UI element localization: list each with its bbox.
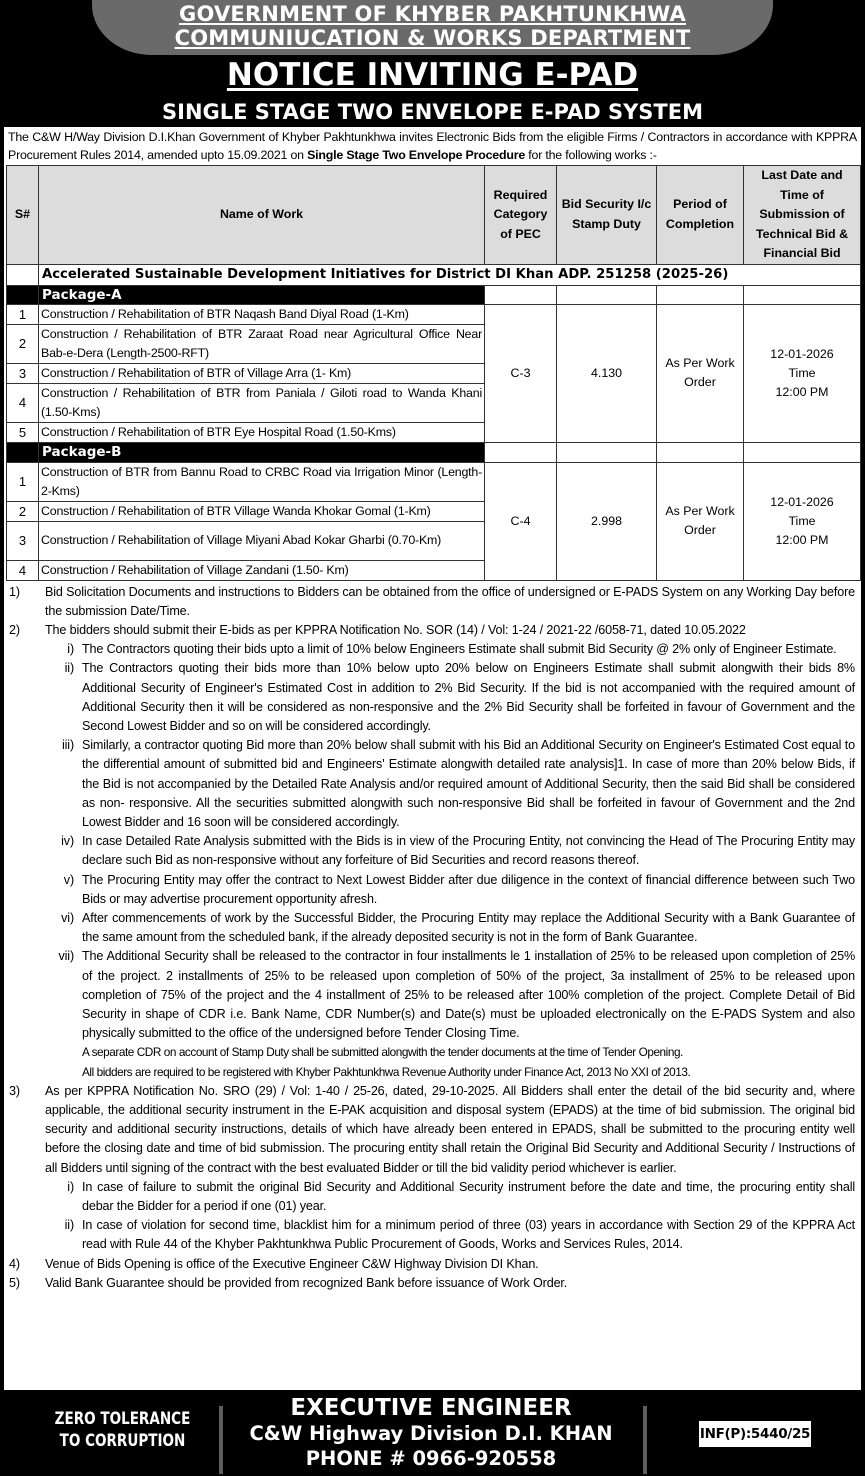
notice-subtitle: SINGLE STAGE TWO ENVELOPE E-PAD SYSTEM	[162, 100, 703, 124]
empty-cell	[744, 285, 861, 304]
intro-text-after: for the following works :-	[525, 148, 657, 162]
notice-header	[0, 0, 865, 127]
sub-number: ii)	[64, 1218, 74, 1233]
term-number: 1)	[9, 584, 20, 599]
slogan-line-1: ZERO TOLERANCE	[54, 1409, 191, 1428]
sub-text: In case Detailed Rate Analysis submitted with the Bids is in view of the Procuring Entity, not convincing the Head of The Procuring Entity may declare such Bid as non-responsive without any forfeiture of Bid Securities and record reasons thereof.	[82, 834, 855, 868]
scheme-sn	[7, 264, 39, 285]
sub-text: The Contractors quoting their bids upto a limit of 10% below Engineers Estimate shall submit Bid Security @ 2% only of Engineer Estimate.	[82, 642, 837, 657]
work-name: Construction of BTR from Bannu Road to CRBC Road via Irrigation Minor (Length-2-Kms)	[39, 462, 485, 501]
sub-number: vii)	[58, 949, 74, 964]
work-name: Construction / Rehabilitation of Village Miyani Abad Kokar Gharbi (0.70-Km)	[39, 521, 485, 560]
sub-text: After commencements of work by the Successful Bidder, the Procuring Entity may replace the Additional Security with a Bank Guarantee of the same amount from the scheduled bank, if the already deposited security is not in the form of Bank Guarantee.	[82, 910, 855, 945]
term-2-sub-ii	[45, 659, 857, 736]
intro-procedure: Single Stage Two Envelope Procedure	[307, 148, 526, 162]
work-name: Construction / Rehabilitation of BTR of Village Arra (1- Km)	[39, 363, 485, 383]
term-1	[8, 583, 857, 621]
empty-cell	[657, 285, 744, 304]
package-a-deadline	[744, 304, 861, 442]
empty-cell	[485, 442, 557, 462]
term-number: 3)	[9, 1083, 20, 1098]
designation: EXECUTIVE ENGINEER	[290, 1395, 572, 1421]
notice-title: NOTICE INVITING E-PAD	[226, 57, 639, 93]
work-name: Construction / Rehabilitation of BTR Eye Hospital Road (1.50-Kms)	[39, 422, 485, 442]
reference-number: INF(P):5440/25	[699, 1421, 811, 1447]
department-name: COMMUNIUCATION & WORKS DEPARTMENT	[174, 26, 691, 50]
package-b-time-label: Time	[788, 513, 816, 528]
work-sn: 5	[7, 422, 39, 442]
intro-text-before: The C&W H/Way Division D.I.Khan Government of Khyber Pakhtunkhwa invites Electronic Bids from the eligible Firms / Contractors in accordance with KPPRA Procurement Rules 2014, amended upto 15.09.2021 on	[8, 130, 857, 162]
term-2-sub-iii	[45, 736, 857, 832]
sub-number: i)	[67, 1179, 74, 1194]
phone-number: PHONE # 0966-920558	[305, 1447, 557, 1470]
term-2-sub-iv	[45, 832, 857, 870]
sub-number: iv)	[61, 834, 74, 849]
term-number: 2)	[9, 622, 20, 637]
stamp-duty-note: A separate CDR on account of Stamp Duty shall be submitted alongwith the tender documents at the time of Tender Opening.	[82, 1045, 683, 1060]
term-2-sub-v	[45, 871, 857, 909]
work-sn: 1	[7, 304, 39, 324]
work-sn: 1	[7, 462, 39, 501]
sub-text: The Additional Security shall be released to the contractor in four installments le 1 installation of 25% to be released upon completion of 25% of the project. 2 installments of 25% to be released upon completion of 50% of the project, 3a installment of 25% to be released upon completion of 75% of the project and the 4 installment of 25% to be released after 100% completion of the project. Complete Detail of Bid Security in shape of CDR i.e. Bank Name, CDR Number(s) and Date(s) must be uploaded electronically on the E-PADS System and also physically submitted to the office of the undersigned before Tender Closing Time.	[82, 949, 855, 1041]
header-name: Name of Work	[39, 166, 485, 265]
work-name: Construction / Rehabilitation of BTR Naqash Band Diyal Road (1-Km)	[39, 304, 485, 324]
registration-note: All bidders are required to be registered with Khyber Pakhtunkhwa Revenue Authority under Finance Act, 2013 No XXI of 2013.	[82, 1064, 691, 1079]
office-name: C&W Highway Division D.I. KHAN	[249, 1422, 613, 1445]
work-sn: 3	[7, 363, 39, 383]
package-a-row	[7, 285, 861, 304]
term-text: As per KPPRA Notification No. SRO (29) / Vol: 1-40 / 25-26, dated, 29-10-2025. All Bidders shall enter the detail of the bid security and, where applicable, the additional security instrument in the E-PAK acquisition and disposal system (EPADS) at the time of bid submission. The original bid security and additional security instructions, details of which have already been entered in EPADS, shall be submitted to the procuring entity well before the closing date and time of bid submission. The procuring entity shall retain the Original Bid Security and Additional Security / Instructions of all Bidders until signing of the contract with the best evaluated Bidder or till the bid validity period whichever is earlier.	[45, 1083, 855, 1175]
sub-text: Similarly, a contractor quoting Bid more than 20% below shall submit with his Bid an Additional Security on Engineer's Estimated Cost equal to the differential amount of submitted bid and Engineers' Estimate alongwith detailed rate analysis]1. In case of more than 20% below Bids, if the Bid is not accompanied by the Detailed Rate Analysis and/or required amount of Additional Security, then the said Bid shall be considered as non- responsive. All the securities submitted alongwith such non-responsive Bid shall be forfeited in favour of Government and the 2nd Lowest Bidder and 16 soon will be considered accordingly.	[82, 738, 855, 829]
empty-cell	[657, 442, 744, 462]
work-sn: 2	[7, 324, 39, 363]
notice-footer	[0, 1390, 865, 1476]
package-b-bid-security: 2.998	[557, 462, 657, 580]
empty-cell	[557, 285, 657, 304]
term-text: Valid Bank Guarantee should be provided from recognized Bank before issuance of Work Order.	[45, 1275, 568, 1290]
header-sn: S#	[7, 166, 39, 265]
package-b-row	[7, 442, 861, 462]
table-header-row	[7, 166, 861, 265]
package-a-title: Package-A	[39, 285, 485, 304]
term-text: Bid Solicitation Documents and instructions to Bidders can be obtained from the office of undersigned or E-PADS System on any Working Day before the submission Date/Time.	[45, 584, 855, 618]
sub-number: vi)	[61, 910, 74, 925]
anti-corruption-slogan	[47, 1408, 199, 1452]
package-a-bid-security: 4.130	[557, 304, 657, 442]
package-a-period: As Per Work Order	[657, 304, 744, 442]
scheme-title: Accelerated Sustainable Development Initiatives for District DI Khan ADP. 251258 (2025-26)	[39, 264, 861, 285]
table-row	[7, 304, 861, 324]
header-period: Period of Completion	[657, 166, 744, 265]
sub-number: v)	[63, 872, 74, 887]
package-b-time: 12:00 PM	[775, 532, 829, 547]
sub-text: In case of failure to submit the original Bid Security and Additional Security instrument before the date and time, the procuring entity shall debar the Bidder for a period if one (01) year.	[82, 1179, 855, 1213]
term-text: The bidders should submit their E-bids as per KPPRA Notification No. SOR (14) / Vol: 1-24 / 2021-22 /6058-71, dated 10.05.2022	[45, 622, 746, 637]
package-a-category: C-3	[485, 304, 557, 442]
sub-text: The Contractors quoting their bids more than 10% below upto 20% below on Engineers Estimate shall submit alongwith their bids 8% Additional Security of Engineer's Estimated Cost in addition to 2% Bid Security. If the bid is not accompanied with the required amount of Additional Security then it will be considered as non-responsive and the 2% Bid Security shall be forfeited in favour of Government and the Second Lowest Bidder and so on will be considered accordingly.	[82, 661, 855, 733]
term-2-sub-i	[45, 640, 857, 659]
package-a-time-label: Time	[788, 365, 816, 380]
work-name: Construction / Rehabilitation of BTR Zaraat Road near Agricultural Office Near Bab-e-Dera (Length-2500-RFT)	[39, 324, 485, 363]
empty-cell	[485, 285, 557, 304]
government-name: GOVERNMENT OF KHYBER PAKHTUNKHWA	[179, 2, 686, 26]
package-b-category: C-4	[485, 462, 557, 580]
department-banner	[92, 0, 773, 55]
sub-number: ii)	[64, 661, 74, 676]
scheme-row	[7, 264, 861, 285]
term-2-sub-vii	[45, 947, 857, 1043]
package-b-date: 12-01-2026	[770, 494, 834, 509]
intro-paragraph	[8, 127, 857, 164]
work-sn: 4	[7, 383, 39, 422]
work-sn: 4	[7, 560, 39, 580]
package-a-date: 12-01-2026	[770, 346, 834, 361]
work-name: Construction / Rehabilitation of Village Zandani (1.50- Km)	[39, 560, 485, 580]
package-a-time: 12:00 PM	[775, 384, 829, 399]
term-2	[8, 621, 857, 640]
works-table	[6, 165, 861, 581]
work-sn: 3	[7, 521, 39, 560]
table-row	[7, 462, 861, 501]
empty-cell	[744, 442, 861, 462]
term-3	[8, 1082, 857, 1178]
work-name: Construction / Rehabilitation of BTR Village Wanda Khokar Gomal (1-Km)	[39, 501, 485, 521]
sub-number: i)	[67, 642, 74, 657]
term-number: 5)	[9, 1275, 20, 1290]
term-4	[8, 1255, 857, 1274]
sub-number: iii)	[62, 738, 74, 753]
package-b-sn	[7, 442, 39, 462]
header-bid-security: Bid Security I/c Stamp Duty	[557, 166, 657, 265]
term-text: Venue of Bids Opening is office of the Executive Engineer C&W Highway Division DI Khan.	[45, 1256, 539, 1271]
header-category: Required Category of PEC	[485, 166, 557, 265]
term-3-sub-i	[45, 1178, 857, 1216]
term-number: 4)	[9, 1256, 20, 1271]
empty-cell	[557, 442, 657, 462]
notice-body	[4, 127, 861, 1390]
footer-divider	[219, 1406, 223, 1474]
package-b-deadline	[744, 462, 861, 580]
term-2-sub-vi	[45, 909, 857, 947]
term-3-sub-ii	[45, 1216, 857, 1254]
package-b-period: As Per Work Order	[657, 462, 744, 580]
work-name: Construction / Rehabilitation of BTR from Paniala / Giloti road to Wanda Khani (1.50-Kms)	[39, 383, 485, 422]
terms-list	[8, 583, 857, 1294]
footer-divider	[643, 1406, 647, 1474]
package-a-sn	[7, 285, 39, 304]
term-5	[8, 1274, 857, 1293]
package-b-title: Package-B	[39, 442, 485, 462]
work-sn: 2	[7, 501, 39, 521]
header-last-date: Last Date and Time of Submission of Technical Bid & Financial Bid	[744, 166, 861, 265]
sub-text: In case of violation for second time, blacklist him for a minimum period of three (03) years in accordance with Section 29 of the KPPRA Act read with Rule 44 of the Khyber Pakhtunkhwa Public Procurement of Goods, Works and Services Rules, 2014.	[82, 1218, 855, 1252]
sub-text: The Procuring Entity may offer the contract to Next Lowest Bidder after due diligence in the context of financial difference between such Two Bids or may advertise procurement opportunity afresh.	[82, 872, 855, 906]
slogan-line-2: TO CORRUPTION	[59, 1431, 186, 1450]
